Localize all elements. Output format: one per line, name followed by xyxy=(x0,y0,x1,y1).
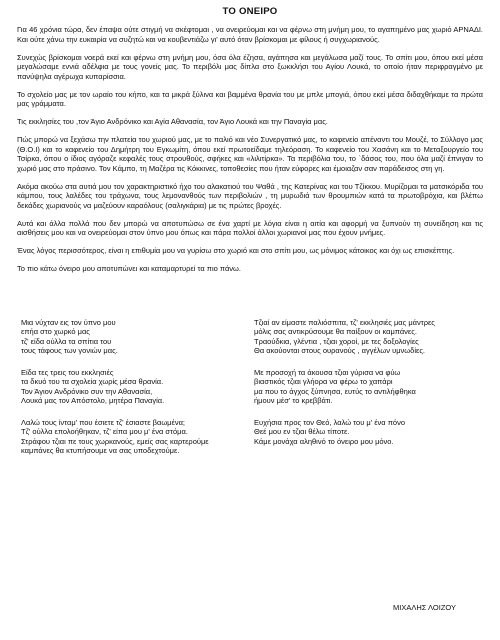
paragraph: Συνεχώς βρίσκομαι νοερά εκεί και φέρνω στη μνήμη μου, όσα όλα έζησα, αγάπησα και μεγάλωσα μαζί τους. Το σπίτι μου, όπου εκεί μέσα μεγαλώσαμε εννιά αδέλφια με τους γονείς μας. Το περιβόλι μας δίπλα στο ξωκκλήσι του Αγίου Λουκά, το οποίο ήταν περιφραγμένο με πανύψηλα αγέρωχα κυπαρίσσια. xyxy=(17,52,483,81)
poem-line: τους τάφους των γονιών μας. xyxy=(21,346,118,355)
prose-section xyxy=(17,25,483,274)
poem-line: καμπάνες θα κτυπήσουμε να σας υποδεχτούμε. xyxy=(21,446,180,455)
poem-stanza xyxy=(254,368,479,406)
poem-stanza xyxy=(21,368,246,406)
poem-line: Με προσοχή τα άκουσα τζιαι γύρισα να φύω xyxy=(254,367,401,377)
paragraph: Το σχολείο μας με τον ωραίο του κήπο, και τα μικρά ξύλινα και βαμμένα θρανία του με μπλε μπογιά, όπου εκεί μέσα διδαχθήκαμε τα πρώτα μας γράμματα. xyxy=(17,89,483,108)
poem-line: Κάμε μονάχα αληθινό το όνειρο μου μόνο. xyxy=(254,436,394,446)
paragraph: Τις εκκλησίες του ,τον Άγιο Ανδρόνικο και Αγία Αθανασία, τον Άγιο Λουκά και την Παναγία μας. xyxy=(17,117,328,126)
paragraph: Για 46 χρόνια τώρα, δεν έπαψα ούτε στιγμή να σκέφτομαι , να ονειρεύομαι και να φέρνω στη μνήμη μου, το αγαπημένο μας χωριό ΑΡΝΑΔΙ. Και ούτε χάνω την ευκαιρία να συζητώ και να κουβεντιάζω γι' αυτό όταν βρίσκομαι με φίλους ή συγχωριανούς. xyxy=(17,25,483,44)
author-signature: ΜΙΧΑΛΗΣ ΛΟΙΖΟΥ xyxy=(392,603,456,612)
poem-line: Θεέ μου εν τζιαι θέλω τίποτε. xyxy=(254,427,350,436)
poem-line: μόλις σας αντικρύσουμε θα παίξουν οι καμπάνες. xyxy=(254,327,417,336)
poem-line: Λουκά μας τον Απόστολο, μητέρα Παναγία. xyxy=(21,396,165,405)
paragraph: Ένας λόγος περισσότερος, είναι η επιθυμία μου να γυρίσω στο χωριό και στο σπίτι μου, ως μόνιμος κάτοικος και όχι ως επισκέπτης. xyxy=(17,246,455,255)
poem-line: Είδα τες τρεις του εκκλησιές xyxy=(21,367,114,377)
poem-line: τζ' είδα ούλλα τα σπίτια του xyxy=(21,336,112,346)
poem-line: Τον Άγιον Ανδρόνικο συν την Αθανασία, xyxy=(21,386,153,396)
poem-line: Τραούδκια, γλέντια , τζιαι χοροί, με τες δοξολογίες xyxy=(254,336,419,346)
poem-line: Τζ' ούλλα επολοήθηκαν, τζ' είπα μου μ' ένα στόμα. xyxy=(21,427,188,436)
poem-stanza xyxy=(254,318,479,356)
poem-line: Τζιαί αν είμαστε παλιόσπιτα, τζ' εκκλησιές μας μάντρες xyxy=(254,317,435,327)
paragraph: Αυτά και άλλα πολλά που δεν μπορώ να αποτυπώσω σε ένα χαρτί με λόγια είναι η αιτία και αφορμή να ξυπνούν τη συνείδηση και τις αισθήσεις μου και να ονειρεύομαι στον ύπνο μου όπως και πάρα πολλοί άλλοι χωριανοί μας που έχουν μνήμες. xyxy=(17,218,483,237)
poem-line: Μια νύχταν εις τον ύπνο μου xyxy=(21,317,116,327)
paragraph: Πώς μπορώ να ξεχάσω την πλατεία του χωριού μας, με το παλιό και νέο Συνεργατικό μας, το καφενείο απέναντι του Μουζέ, το Σύλλογο μας (Θ.Ο.Ι) και το καφενείο του Δημήτρη του Εγκωμίτη, όπου εκεί πρωτοείδαμε τηλεόραση. Το καφενείο του Χασάνη και το Μεταξουργείο του Τσίρκα, όπου ο ίδιος αγόραζε κεφαλές τους στρουθούς, σφήκες και «λιλιτίρκα». Τα περιβόλια του, το `δάσος του, που όλα μαζί έπνιγαν το χωριό μας στο πράσινο. Τον Κάμπο, τη Μαζέρα τις Κόκκινες, τοποθεσίες που ήταν εύφορες και έμοιαζαν σαν παράδεισος στη γη. xyxy=(17,135,483,173)
document-title: ΤΟ ΟΝΕΙΡΟ xyxy=(222,6,278,17)
poem-stanza xyxy=(21,318,246,356)
poem-line: Ευχήσια προς τον Θεό, λαλώ του μ' ένα πόνο xyxy=(254,417,405,427)
poem-line: Στράφου τζιαι πε τους χωρκανούς, εμείς σας καρτερούμε xyxy=(21,436,209,446)
poem-line: Λαλώ τους ίνταμ' που έσιετε τζ' έσιαστε βαωμένα; xyxy=(21,417,186,427)
poem-line: βιαστικός τζιαι γλήορα να φέρω το χαπάρι xyxy=(254,377,393,386)
poem-line: επήα στο χωρκό μας xyxy=(21,327,90,336)
poem-column-right xyxy=(254,318,479,468)
poem-line: ήμουν μέσ' το κρεββάτι. xyxy=(254,396,333,405)
poem-stanza xyxy=(254,418,479,447)
poem-line: τα δκυό του τα σχολεία χωρίς μέσα θρανία. xyxy=(21,377,164,386)
poem xyxy=(17,318,483,468)
paragraph: Το πιο κάτω όνειρο μου αποτυπώνει και καταμαρτυρεί τα πιο πάνω. xyxy=(17,264,241,273)
paragraph: Ακόμα ακούω στα αυτιά μου τον χαρακτηριστικό ήχο του αλακατιού του Ψαθά , της Κατερίνας και του Τζίκκου. Μυρίζομαι τα ματσικόριδα του κάμπου, τους λαλέδες του τράχωνα, τους λεμονανθούς των περιβολιών , τη μυρωδιά των θρουμπιών κατά τα πρωτοβρόχια, και βλέπω δεκάδες χωριανούς να μαζεύουν καραόλους (σαλιγκάρια) με τις πρώτες βροχές. xyxy=(17,181,483,210)
poem-column-left xyxy=(21,318,246,468)
poem-stanza xyxy=(21,418,246,456)
poem-line: μα που το άγχος ξύπνησα, ευτύς το αντιλήφθηκα xyxy=(254,386,416,396)
poem-line: Θα ακούονται στους ουρανούς , αγγέλων υμνωδίες. xyxy=(254,346,426,355)
